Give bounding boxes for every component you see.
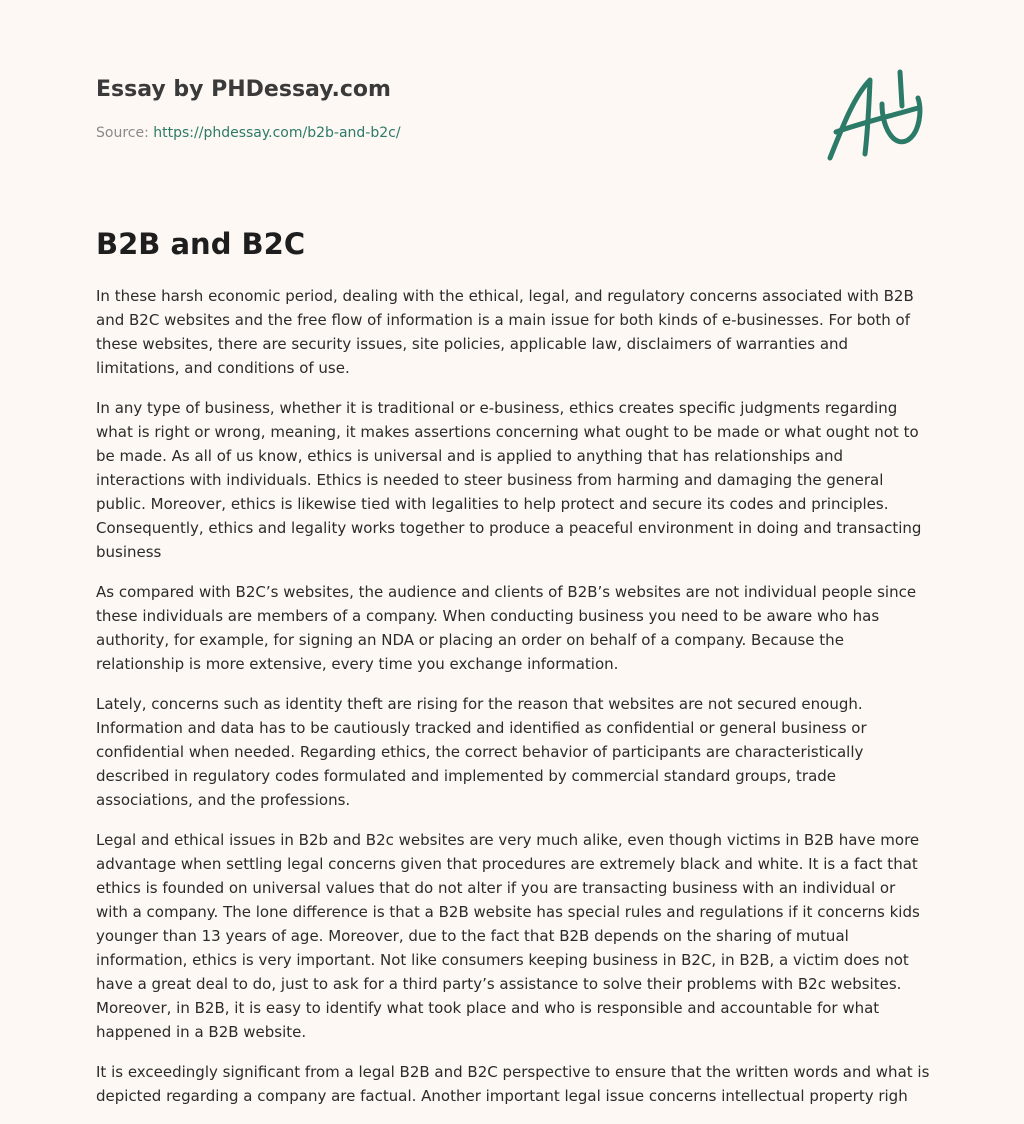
essay-paragraph: In any type of business, whether it is traditional or e-business, ethics creates specific judgments regarding what is right or wrong, meaning, it makes assertions concerning what ought to be made or what ought not to be made. As all of us know, ethics is universal and is applied to anything that has relationships and interactions with individuals. Ethics is needed to steer business from harming and damaging the general public. Moreover, ethics is likewise tied with legalities to help protect and secure its codes and principles. Consequently, ethics and legality works together to produce a peaceful environment in doing and transacting business <box>96 399 922 561</box>
essay-paragraph: It is exceedingly significant from a legal B2B and B2C perspective to ensure that the written words and what is depicted regarding a company are factual. Another important legal issue concerns intellectual property righ <box>96 1063 930 1105</box>
essay-body <box>96 284 930 1124</box>
essay-paragraph: As compared with B2C’s websites, the audience and clients of B2B’s websites are not individual people since these individuals are members of a company. When conducting business you need to be aware who has authority, for example, for signing an NDA or placing an order on behalf of a company. Because the relationship is more extensive, every time you exchange information. <box>96 583 917 673</box>
source-label: Source: <box>96 125 149 141</box>
a-plus-grade-icon <box>822 66 928 166</box>
essay-title: B2B and B2C <box>96 227 306 261</box>
essay-paragraph: Legal and ethical issues in B2b and B2c websites are very much alike, even though victims in B2B have more advantage when settling legal concerns given that procedures are extremely black and white. It is a fact that ethics is founded on universal values that do not alter if you are transacting business with an individual or with a company. The lone difference is that a B2B website has special rules and regulations if it concerns kids younger than 13 years of age. Moreover, due to the fact that B2B depends on the sharing of mutual information, ethics is very important. Not like consumers keeping business in B2C, in B2B, a victim does not have a great deal to do, just to ask for a third party’s assistance to solve their problems with B2c websites. Moreover, in B2B, it is easy to identify what took place and who is responsible and accountable for what happened in a B2B website. <box>96 831 920 1041</box>
essay-paragraph: Lately, concerns such as identity theft are rising for the reason that websites are not secured enough. Information and data has to be cautiously tracked and identified as confidential or general business or confidential when needed. Regarding ethics, the correct behavior of participants are characteristically described in regulatory codes formulated and implemented by commercial standard groups, trade associations, and the professions. <box>96 695 867 809</box>
site-title: Essay by PHDessay.com <box>96 77 391 102</box>
source-line <box>96 124 401 142</box>
source-link[interactable]: https://phdessay.com/b2b-and-b2c/ <box>153 125 401 141</box>
essay-paragraph: In these harsh economic period, dealing with the ethical, legal, and regulatory concerns associated with B2B and B2C websites and the free flow of information is a main issue for both kinds of e-businesses. For both of these websites, there are security issues, site policies, applicable law, disclaimers of warranties and limitations, and conditions of use. <box>96 287 914 377</box>
